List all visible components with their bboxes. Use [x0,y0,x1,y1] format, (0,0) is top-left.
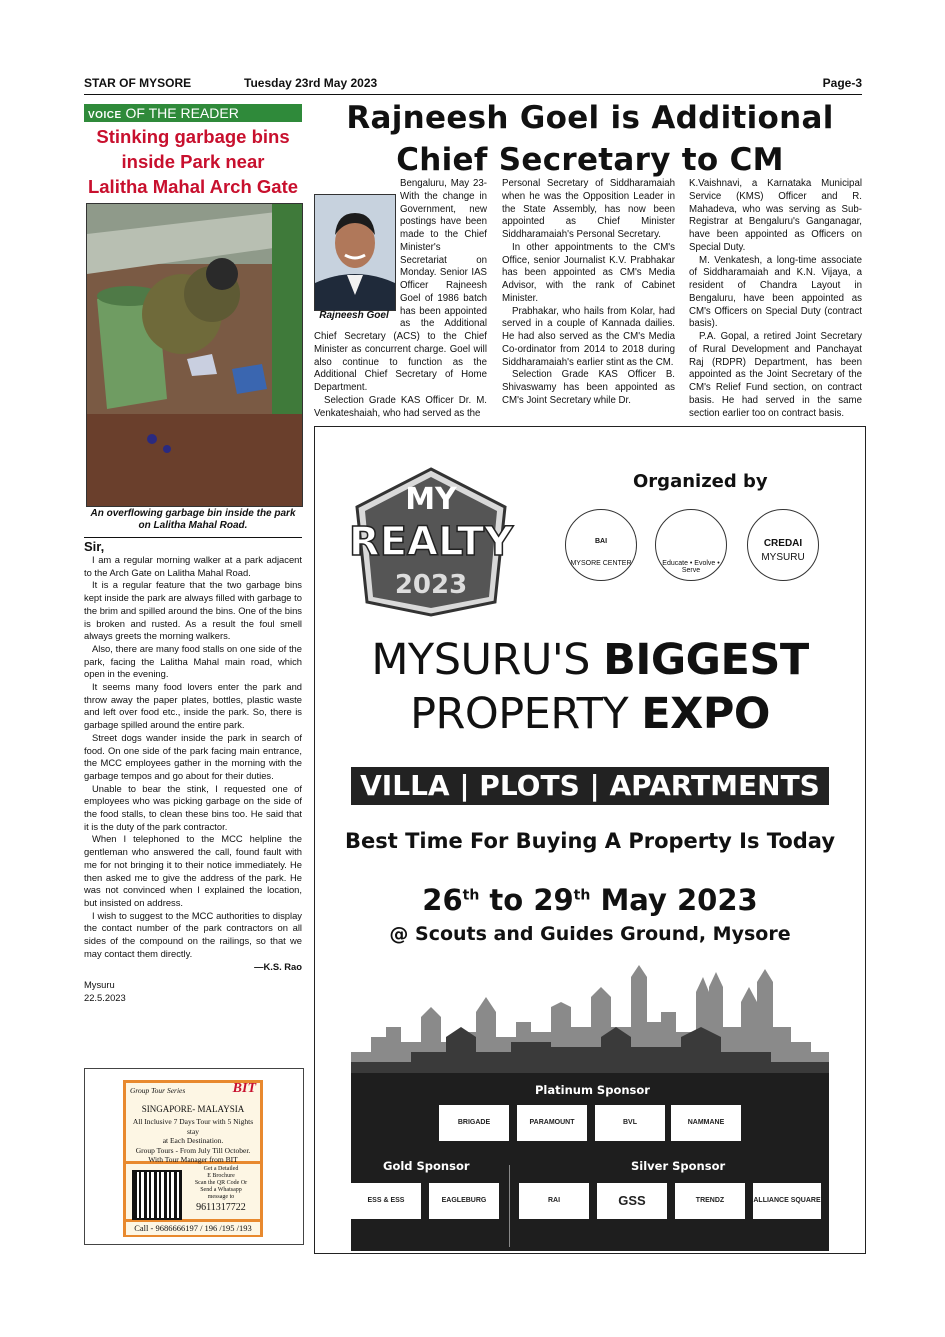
article-paragraph: Personal Secretary of Siddharamaiah when he was the Opposition Leader in the State Assembly, has now been appointed as Chief Minister Siddharamaiah's Personal Secretary. [502,178,675,240]
organizer-sub: MYSORE CENTER [570,560,632,567]
salutation: Sir, [84,539,105,554]
date-suffix: th [573,887,591,904]
letter-paragraph: I wish to suggest to the MCC authorities to display the contact number of the park contractors on all sides of the compound on the railings, so that we may contact them directly. [84,909,302,959]
logo-year: 2023 [394,570,468,600]
tour-series: Group Tour Series [130,1086,186,1095]
letter-body [84,540,302,1005]
article-column-3 [689,178,862,420]
article-paragraph: Selection Grade KAS Officer B. Shivaswamy has been appointed as CM's Joint Secretary while Dr. [502,369,675,406]
headline-line: Rajneesh Goel is Additional [346,100,834,136]
expo-dates [315,883,865,917]
credai-seal-icon [747,509,819,581]
divider [509,1165,510,1247]
bit-logo: BIT [232,1081,256,1096]
photo-caption: An overflowing garbage bin inside the park on Lalitha Mahal Road. [90,508,296,531]
date-end: 29 [533,883,574,917]
platinum-sponsor-label: Platinum Sponsor [535,1083,650,1097]
letter-headline-line: Lalitha Mahal Arch Gate [87,176,299,197]
letter-headline-line: Stinking garbage bins [96,126,290,147]
title-bold: BIGGEST [603,635,809,685]
tour-ad-bottom [126,1164,260,1219]
issue-date: Tuesday 23rd May 2023 [244,76,378,90]
article-column-2 [502,178,675,408]
letter-paragraph: It is a regular feature that the two garbage bins kept inside the park are always filled with garbage to the brim and spilled around the bins. One of the bins is broken and rusted. As a result the foul smell always greets the morning walkers. [84,579,302,642]
article-paragraph: Bengaluru, May 23- With the change in Government, new postings have been made to the Chief Minister's Secretariat on Monday. Senior IAS Officer Rajneesh Goel of 1986 batch has been appointed as the Additional Chief Secretary (ACS) to the Chief Minister as concurrent charge. Goel will also continue to function as the Additional Chief Secretary of Home Department. [314,178,487,393]
date-rest: May 2023 [590,883,758,917]
letter-date: 22.5.2023 [84,991,126,1003]
organizer-name: CREDAI [763,538,803,549]
expo-tagline: Best Time For Buying A Property Is Today [344,829,836,853]
section-title: OF THE READER [125,105,239,121]
sponsor-logo: PARAMOUNT [517,1105,587,1141]
tour-detail-line: at Each Destination. [162,1136,224,1145]
expo-venue: @ Scouts and Guides Ground, Mysore [389,923,791,945]
letter-paragraph: Street dogs wander inside the park in search of food. On one side of the park facing main entrance, the MCC employees gather in the morning with the garbage tempos and go about for their duties. [84,731,302,781]
letter-paragraph: I am a regular morning walker at a park adjacent to the Arch Gate on Lalitha Mahal Road. [84,554,302,578]
tour-detail-line: With Tour Manager from BIT [148,1155,238,1164]
qr-text-line: message to [207,1194,235,1200]
page-number: Page-3 [822,76,862,90]
section-banner [84,104,302,122]
organized-by-label: Organized by [633,471,768,492]
sponsor-logo: BVL [595,1105,665,1141]
sponsors-panel [351,1073,829,1251]
garbage-bin-photo [86,203,303,507]
article-headline [312,97,868,181]
article-paragraph: In other appointments to the CM's Office, senior Journalist K.V. Prabhakar has been appointed as CM's Media Advisor, with the rank of Cabinet Minister. [502,241,675,304]
tour-details [126,1117,260,1165]
letter-headline [84,124,302,199]
property-expo-advertisement [314,426,866,1254]
title-thin: PROPERTY [410,689,642,739]
date-start: 26 [422,883,463,917]
call-numbers: Call - 9686666197 / 196 /195 /193 [126,1222,260,1235]
letter-place: Mysuru [84,979,115,991]
qr-text-line: Scan the QR Code Or [194,1180,248,1186]
sponsor-logo: EAGLEBURG [429,1183,499,1219]
sponsor-logo: TRENDZ [675,1183,745,1219]
title-bold: EXPO [641,689,770,739]
sponsor-logo: BRIGADE [439,1105,509,1141]
property-types-bar: VILLA | PLOTS | APARTMENTS [351,767,829,805]
page-header [84,76,862,95]
organizer-sub: Educate • Evolve • Serve [662,560,720,574]
expo-title-line-1 [315,635,865,685]
article-paragraph: M. Venkatesh, a long-time associate of Siddharamaiah and K.N. Vijaya, a resident of Chandra Layout in Bengaluru, have been appointed as CM's Officers on Special Duty (contract basis). [689,254,862,330]
tour-detail-line: Group Tours - From July Till October. [135,1145,251,1155]
article-paragraph: Prabhakar, who hails from Kolar, had served in a couple of Kannada dailies. He had also served as the CM's Media Co-ordinator from 2014 to 2018 during Siddharamaiah's earlier stint as the CM. [502,305,675,368]
tour-destination: SINGAPORE- MALAYSIA [141,1104,245,1114]
qr-instructions [184,1166,258,1201]
letter-signature: —K.S. Rao [254,960,302,972]
logo-realty: REALTY [348,519,514,565]
title-thin: MYSURU'S [371,635,604,685]
whatsapp-number: 9611317722 [196,1202,246,1213]
sponsor-logo: NAMMANE [671,1105,741,1141]
association-seal-icon [655,509,727,581]
sponsor-logo: ESS & ESS [351,1183,421,1219]
tour-ad-top [126,1081,260,1164]
organizer-name: BAI [594,538,608,545]
logo-my: MY [405,482,457,517]
date-suffix: th [462,887,480,904]
sponsor-logo: GSS [597,1183,667,1219]
article-paragraph: P.A. Gopal, a retired Joint Secretary of Rural Development and Panchayat Raj (RDPR) Department, has been appointed as the Joint Secretary of the CM's Relief Fund section, on contract basis. He had served in the same section earlier too on contract basis. [689,331,862,419]
bai-seal-icon [565,509,637,581]
divider [84,537,302,538]
article-paragraph: Selection Grade KAS Officer Dr. M. Venkateshaiah, who had served as the [314,394,487,419]
article-paragraph: K.Vaishnavi, a Karnataka Municipal Service (KMS) Officer and R. Mahadeva, who was serving as Sub-Registrar at Bengaluru's Ganganagar, have been appointed as Officers on Special Duty. [689,178,862,253]
tour-advertisement [84,1068,304,1245]
my-realty-logo [345,467,517,617]
portrait-caption: Rajneesh Goel [319,310,389,321]
silver-sponsor-label: Silver Sponsor [631,1159,726,1173]
tour-detail-line: All Inclusive 7 Days Tour with 5 Nights stay [132,1117,254,1136]
headline-line: Chief Secretary to CM [396,142,784,178]
qr-text-line: E Brochure [207,1173,235,1179]
letter-paragraph: When I telephoned to the MCC helpline the gentleman who answered the call, found fault with me for not bringing it to their notice immediately. He then asked me to give the address of the park. He was not convinced when I explained the location, but insisted on address. [84,833,302,908]
rajneesh-goel-photo [314,194,396,311]
qr-text-line: Get a Detailed [203,1166,239,1172]
sponsor-logo: ALLIANCE SQUARE [753,1183,821,1219]
qr-code-icon[interactable] [132,1170,182,1220]
letter-paragraph: Unable to bear the stink, I requested one of employees who was picking garbage on the side of the food stalls, to clean these bins too. He said that it is the duty of the park contractor. [84,782,302,832]
section-prefix: VOICE [88,110,122,121]
sponsor-logo: RAI [519,1183,589,1219]
mysore-skyline-illustration [351,957,829,1073]
date-to: to [479,883,534,917]
organizer-sub: MYSURU [761,552,805,563]
tour-ad-panel [123,1080,263,1237]
letter-paragraph: Also, there are many food stalls on one side of the park, facing the Lalitha Mahal main road, which open in the evening. [84,642,302,680]
letter-paragraph: It seems many food lovers enter the park and throw away the paper plates, bottles, plastic waste and left over food etc., inside the park. So, there is garbage spilled around the entire park. [84,681,302,731]
newspaper-name: STAR OF MYSORE [84,76,192,90]
qr-text-line: Send a Whatsapp [200,1187,242,1193]
gold-sponsor-label: Gold Sponsor [383,1159,470,1173]
expo-title-line-2 [315,689,865,739]
letter-headline-line: inside Park near [121,151,265,172]
article-column-1 [314,178,487,420]
